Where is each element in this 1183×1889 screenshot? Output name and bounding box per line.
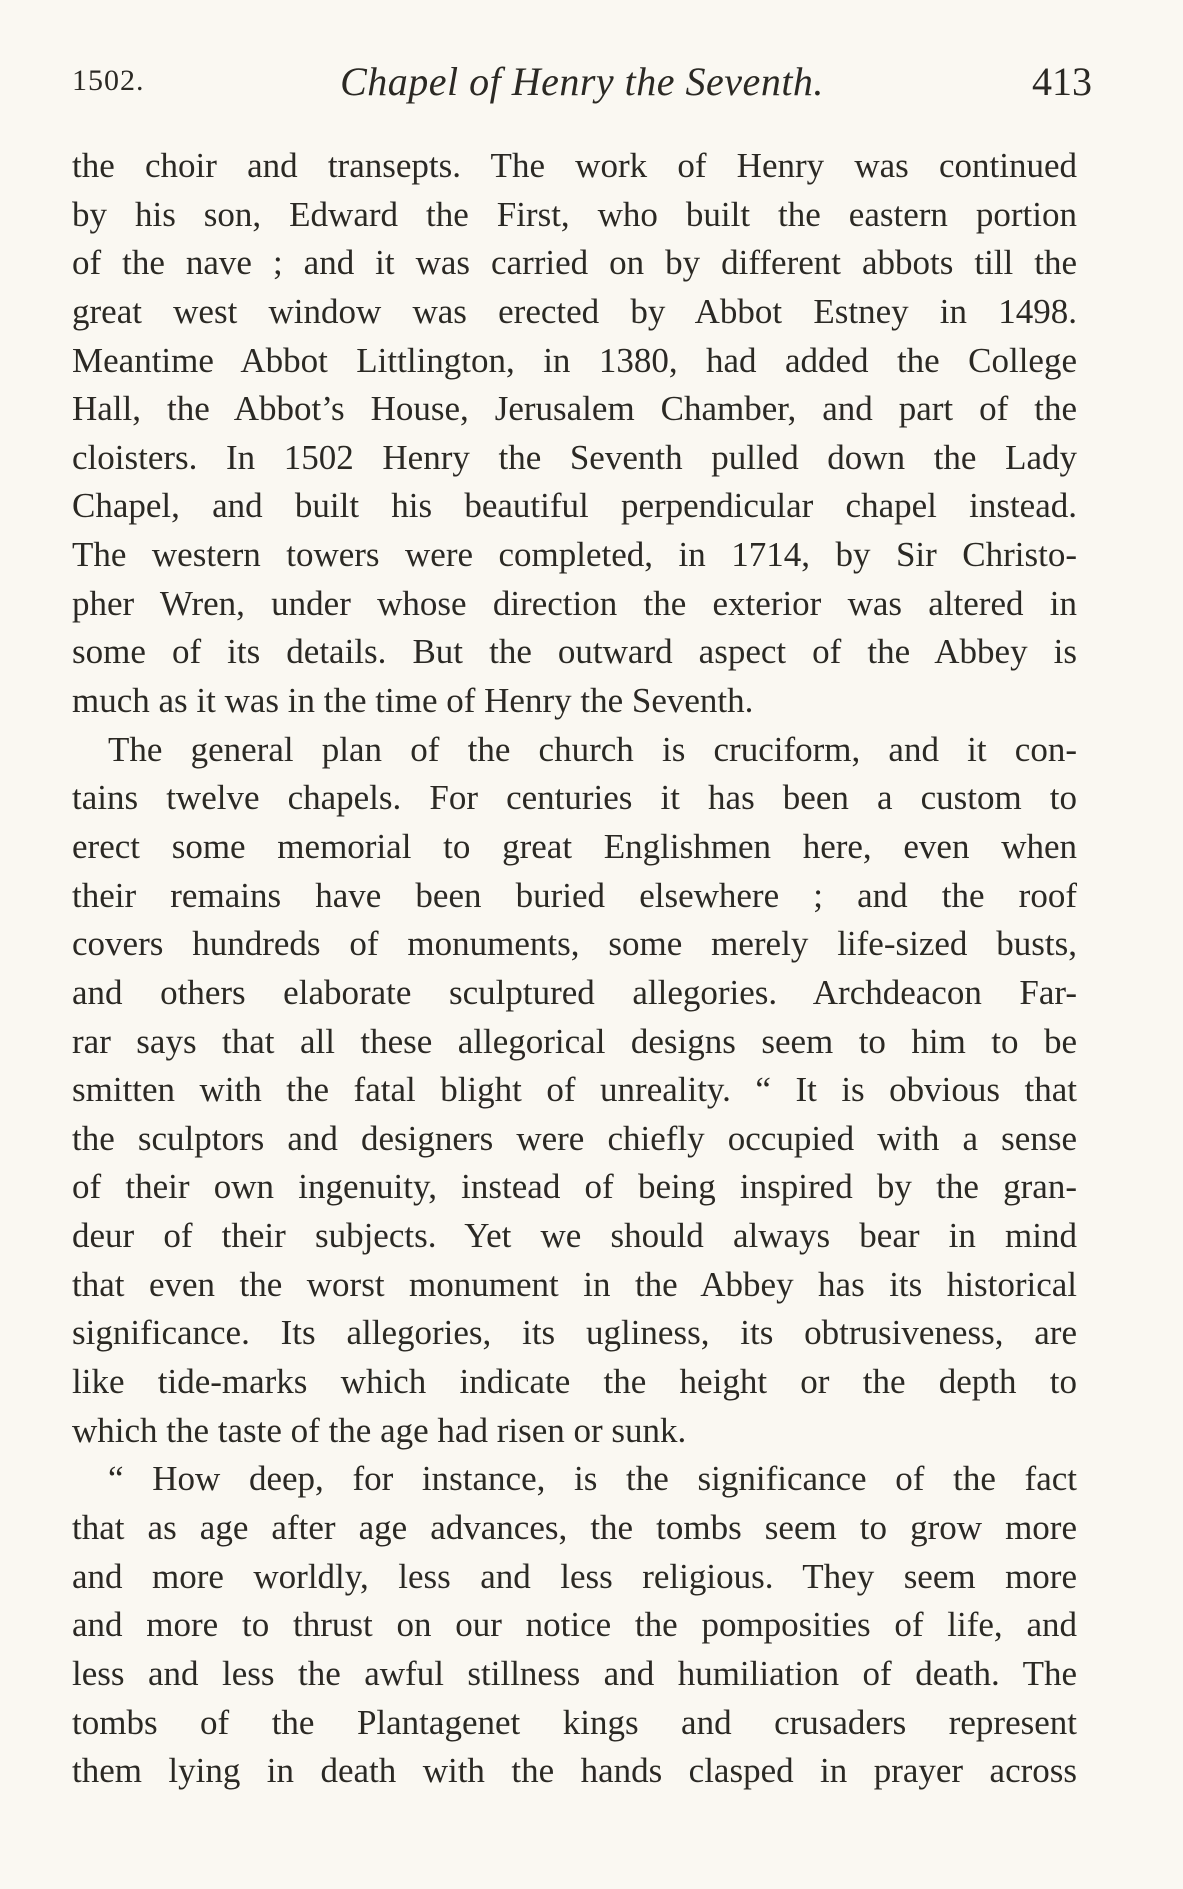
text-line: and others elaborate sculptured allegories. Archdeacon Far-: [72, 972, 1077, 1012]
text-line: by his son, Edward the First, who built the eastern portion: [72, 194, 1077, 234]
running-head-title: Chapel of Henry the Seventh.: [340, 59, 824, 104]
text-line: Meantime Abbot Littlington, in 1380, had added the College: [72, 340, 1077, 380]
text-line: like tide-marks which indicate the height or the depth to: [72, 1362, 1077, 1402]
text-line: covers hundreds of monuments, some merely life-sized busts,: [72, 924, 1077, 964]
page-number: 413: [1032, 59, 1092, 104]
text-line: significance. Its allegories, its ugliness, its obtrusiveness, are: [72, 1313, 1077, 1353]
text-line: great west window was erected by Abbot Estney in 1498.: [72, 291, 1077, 331]
paragraph-end-line: much as it was in the time of Henry the Seventh.: [72, 681, 754, 721]
text-line: some of its details. But the outward aspect of the Abbey is: [72, 632, 1077, 672]
text-line: tombs of the Plantagenet kings and crusaders represent: [72, 1702, 1077, 1742]
text-line: pher Wren, under whose direction the exterior was altered in: [72, 583, 1077, 623]
text-line: that as age after age advances, the tombs seem to grow more: [72, 1507, 1077, 1547]
text-line: less and less the awful stillness and humiliation of death. The: [72, 1653, 1077, 1693]
text-line: rar says that all these allegorical designs seem to him to be: [72, 1021, 1077, 1061]
text-line: The western towers were completed, in 1714, by Sir Christo-: [72, 535, 1077, 575]
text-line: smitten with the fatal blight of unreality. “ It is obvious that: [72, 1070, 1077, 1110]
text-line: the choir and transepts. The work of Henry was continued: [72, 146, 1077, 185]
text-line: the sculptors and designers were chiefly occupied with a sense: [72, 1118, 1077, 1158]
paragraph-start-line: “ How deep, for instance, is the significance of the fact: [108, 1459, 1077, 1499]
text-line: cloisters. In 1502 Henry the Seventh pulled down the Lady: [72, 437, 1077, 477]
running-head-year: 1502.: [72, 64, 145, 97]
text-line: that even the worst monument in the Abbey has its historical: [72, 1264, 1077, 1304]
text-line: of their own ingenuity, instead of being inspired by the gran-: [72, 1167, 1077, 1207]
text-line: erect some memorial to great Englishmen here, even when: [72, 826, 1077, 866]
running-head: [72, 58, 1092, 108]
text-line: and more worldly, less and less religious. They seem more: [72, 1556, 1077, 1596]
text-line: and more to thrust on our notice the pomposities of life, and: [72, 1605, 1077, 1645]
paragraph-start-line: The general plan of the church is cruciform, and it con-: [108, 729, 1077, 769]
body-text: [72, 142, 1077, 1796]
text-line: tains twelve chapels. For centuries it has been a custom to: [72, 778, 1077, 818]
text-line: their remains have been buried elsewhere ; and the roof: [72, 875, 1077, 915]
text-line: Chapel, and built his beautiful perpendicular chapel instead.: [72, 486, 1077, 526]
text-line: Hall, the Abbot’s House, Jerusalem Chamber, and part of the: [72, 389, 1077, 429]
paragraph-end-line: which the taste of the age had risen or sunk.: [72, 1410, 687, 1450]
text-line: them lying in death with the hands clasped in prayer across: [72, 1751, 1077, 1791]
text-line: deur of their subjects. Yet we should always bear in mind: [72, 1216, 1077, 1256]
text-line: of the nave ; and it was carried on by different abbots till the: [72, 243, 1077, 283]
